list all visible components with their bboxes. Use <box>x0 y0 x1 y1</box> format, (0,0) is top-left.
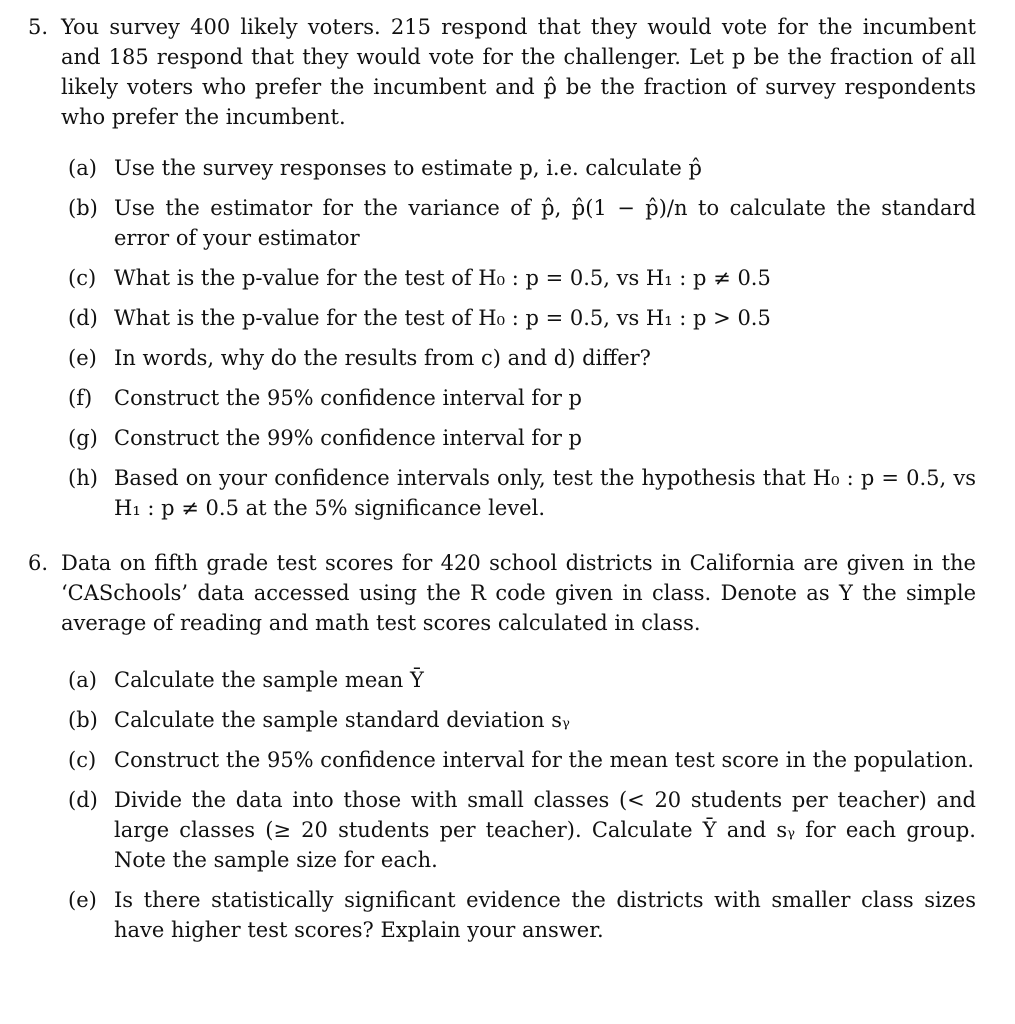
problem-number: 5. <box>28 15 49 39</box>
part-label: (e) <box>68 888 97 912</box>
part-text: In words, why do the results from c) and d) differ? <box>114 346 651 370</box>
problem-5-part-f <box>28 383 976 413</box>
problem-5 <box>28 12 976 523</box>
part-label: (h) <box>68 466 98 490</box>
part-text: Divide the data into those with small classes (< 20 students per teacher) and large classes (≥ 20 students per teacher). Calculate Ȳ and sᵧ for each group. Note the sample size for each. <box>114 788 976 872</box>
part-label: (b) <box>68 196 98 220</box>
part-text: Is there statistically significant evidence the districts with smaller class sizes have higher test scores? Explain your answer. <box>114 888 976 942</box>
problem-6-part-b <box>28 705 976 735</box>
problem-intro-text: Data on fifth grade test scores for 420 school districts in California are given in the ‘CASchools’ data accessed using the R code given in class. Denote as Y the simple average of reading and math test scores calculated in class. <box>61 551 976 635</box>
part-label: (c) <box>68 748 97 772</box>
problem-5-parts <box>28 153 976 523</box>
part-label: (g) <box>68 426 98 450</box>
problem-intro-text: You survey 400 likely voters. 215 respond that they would vote for the incumbent and 185 respond that they would vote for the challenger. Let p be the fraction of all likely voters who prefer the incumbent and p̂ be the fraction of survey respondents who prefer the incumbent. <box>61 15 976 129</box>
problem-5-part-b <box>28 193 976 253</box>
problem-5-part-h <box>28 463 976 523</box>
problem-5-part-d <box>28 303 976 333</box>
part-text: Use the estimator for the variance of p̂, p̂(1 − p̂)/n to calculate the standard error of your estimator <box>114 196 976 250</box>
part-text: Calculate the sample standard deviation sᵧ <box>114 708 570 732</box>
problem-6 <box>28 548 976 945</box>
problem-5-part-g <box>28 423 976 453</box>
part-label: (d) <box>68 788 98 812</box>
problem-6-parts <box>28 665 976 945</box>
problem-6-intro <box>28 548 976 638</box>
part-text: Calculate the sample mean Ȳ <box>114 668 424 692</box>
part-text: Construct the 95% confidence interval for the mean test score in the population. <box>114 748 975 772</box>
part-text: Construct the 95% confidence interval for p <box>114 386 582 410</box>
part-label: (c) <box>68 266 97 290</box>
part-label: (d) <box>68 306 98 330</box>
part-text: Construct the 99% confidence interval for p <box>114 426 582 450</box>
part-text: What is the p-value for the test of H₀ : p = 0.5, vs H₁ : p > 0.5 <box>114 306 771 330</box>
problem-5-part-a <box>28 153 976 183</box>
problem-5-intro <box>28 12 976 132</box>
problem-6-part-c <box>28 745 976 775</box>
part-label: (a) <box>68 668 97 692</box>
problem-number: 6. <box>28 551 49 575</box>
problem-6-part-e <box>28 885 976 945</box>
problem-6-part-d <box>28 785 976 875</box>
part-text: Based on your confidence intervals only, test the hypothesis that H₀ : p = 0.5, vs H₁ : p ≠ 0.5 at the 5% significance level. <box>114 466 976 520</box>
part-label: (b) <box>68 708 98 732</box>
problem-5-part-c <box>28 263 976 293</box>
problem-6-part-a <box>28 665 976 695</box>
part-text: Use the survey responses to estimate p, i.e. calculate p̂ <box>114 156 702 180</box>
part-label: (f) <box>68 386 93 410</box>
part-label: (a) <box>68 156 97 180</box>
part-text: What is the p-value for the test of H₀ : p = 0.5, vs H₁ : p ≠ 0.5 <box>114 266 771 290</box>
part-label: (e) <box>68 346 97 370</box>
problem-5-part-e <box>28 343 976 373</box>
